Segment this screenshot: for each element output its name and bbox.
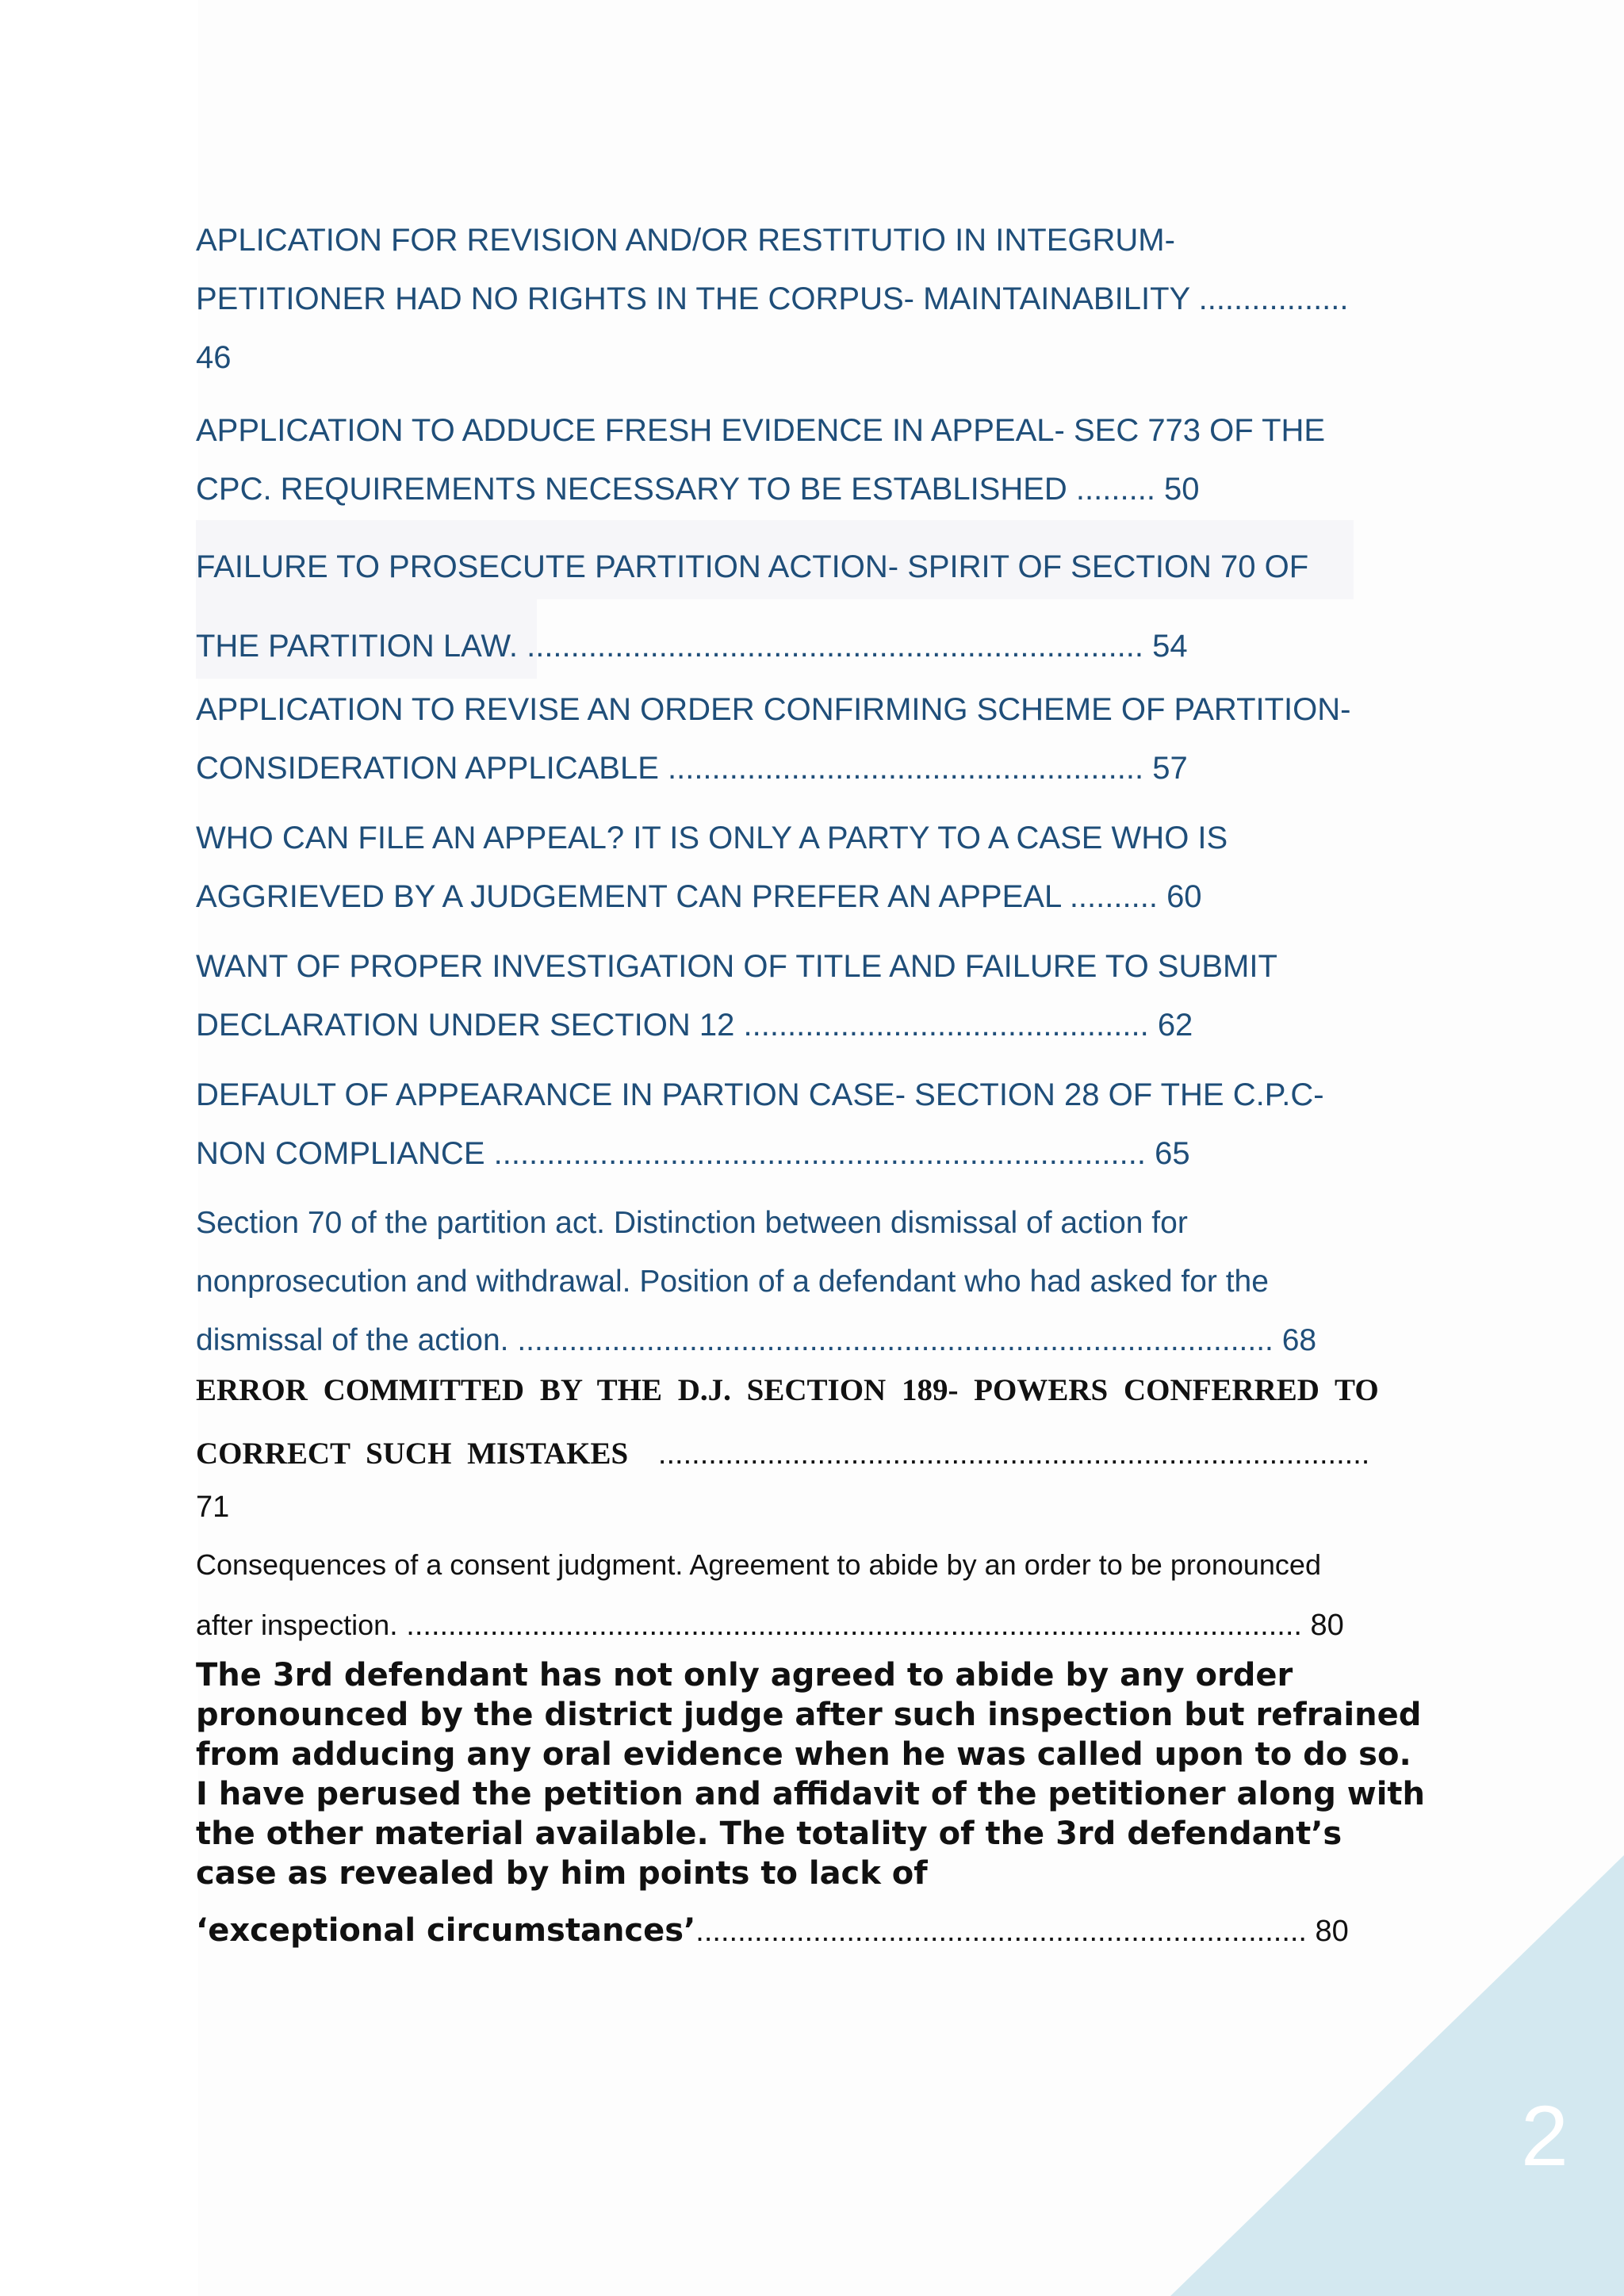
toc-entry-line: NON COMPLIANCE .......................................................................... 65 — [196, 1136, 1190, 1171]
toc-entry-line: FAILURE TO PROSECUTE PARTITION ACTION- SPIRIT OF SECTION 70 OF — [196, 549, 1309, 584]
toc-dot-leader: . ........................................................................................................... 80 — [389, 1609, 1344, 1642]
toc-entry-line: APPLICATION TO REVISE AN ORDER CONFIRMING SCHEME OF PARTITION- — [196, 692, 1351, 727]
toc-entry-line: AGGRIEVED BY A JUDGEMENT CAN PREFER AN APPEAL .......... 60 — [196, 879, 1202, 914]
toc-entry-default-of-appearance[interactable] — [196, 1066, 1324, 1183]
toc-entry-line: WHO CAN FILE AN APPEAL? IT IS ONLY A PARTY TO A CASE WHO IS — [196, 821, 1228, 855]
toc-entry-line: CONSIDERATION APPLICABLE ...................................................... 57 — [196, 751, 1188, 786]
toc-entry-third-defendant[interactable]: The 3rd defendant has not only agreed to abide by any order pronounced by the district judge after such inspection but refrained from adducing any oral evidence when he was called upon to do so. I have perused the petition and affidavit of the petitioner along with the other material available. The totality of the 3rd defendant’s case as revealed by him points to lack of — [196, 1657, 1426, 1892]
toc-entry-line: dismissal of the action. ........................................................................................ 68 — [196, 1323, 1317, 1357]
toc-dot-leader: ..................................................................................... — [657, 1437, 1370, 1471]
toc-entry-line: Consequences of a consent judgment. Agreement to abide by an order to be pronounced — [196, 1548, 1321, 1581]
toc-entry-line: CPC. REQUIREMENTS NECESSARY TO BE ESTABLISHED ......... 50 — [196, 472, 1200, 507]
toc-entry-investigation-of-title[interactable] — [196, 937, 1277, 1054]
toc-entry-failure-to-prosecute[interactable] — [196, 538, 1308, 675]
toc-entry-line: ERROR COMMITTED BY THE D.J. SECTION 189- POWERS CONFERRED TO — [196, 1373, 1379, 1407]
toc-entry-line: Section 70 of the partition act. Distinction between dismissal of action for — [196, 1206, 1188, 1240]
toc-entry-line: PETITIONER HAD NO RIGHTS IN THE CORPUS- MAINTAINABILITY ................. — [196, 281, 1349, 316]
toc-entry-line: WANT OF PROPER INVESTIGATION OF TITLE AND FAILURE TO SUBMIT — [196, 949, 1277, 984]
toc-entry-line: after inspection — [196, 1609, 390, 1641]
corner-decoration — [1170, 1855, 1624, 2296]
toc-page-number: 46 — [196, 340, 232, 375]
toc-entry-fresh-evidence[interactable] — [196, 401, 1325, 519]
toc-entry-line: APPLICATION TO ADDUCE FRESH EVIDENCE IN APPEAL- SEC 773 OF THE — [196, 413, 1326, 448]
toc-entry-who-can-appeal[interactable] — [196, 809, 1228, 926]
toc-dot-leader: ......................................................................... 80 — [695, 1915, 1349, 1948]
toc-entry-error-committed[interactable] — [196, 1359, 1379, 1486]
toc-entry-revision-restitutio[interactable] — [196, 211, 1349, 387]
toc-entry-line: CORRECT SUCH MISTAKES — [196, 1437, 629, 1471]
toc-entry-line: THE PARTITION LAW. ...................................................................... 54 — [196, 629, 1188, 664]
toc-entry-line: nonprosecution and withdrawal. Position of a defendant who had asked for the — [196, 1265, 1269, 1299]
toc-entry-line: ‘exceptional circumstances’ — [196, 1912, 696, 1949]
toc-entry-line: DEFAULT OF APPEARANCE IN PARTION CASE- SECTION 28 OF THE C.P.C- — [196, 1077, 1324, 1112]
page-number: 2 — [1520, 2087, 1568, 2183]
toc-entry-line: DECLARATION UNDER SECTION 12 .............................................. 62 — [196, 1008, 1193, 1043]
toc-entry-revise-scheme[interactable] — [196, 680, 1350, 798]
toc-entry-consent-judgment[interactable] — [196, 1535, 1344, 1655]
toc-entry-section-70[interactable] — [196, 1194, 1316, 1370]
toc-page-number: 71 — [196, 1490, 230, 1524]
toc-entry-line: APLICATION FOR REVISION AND/OR RESTITUTIO IN INTEGRUM- — [196, 223, 1175, 258]
